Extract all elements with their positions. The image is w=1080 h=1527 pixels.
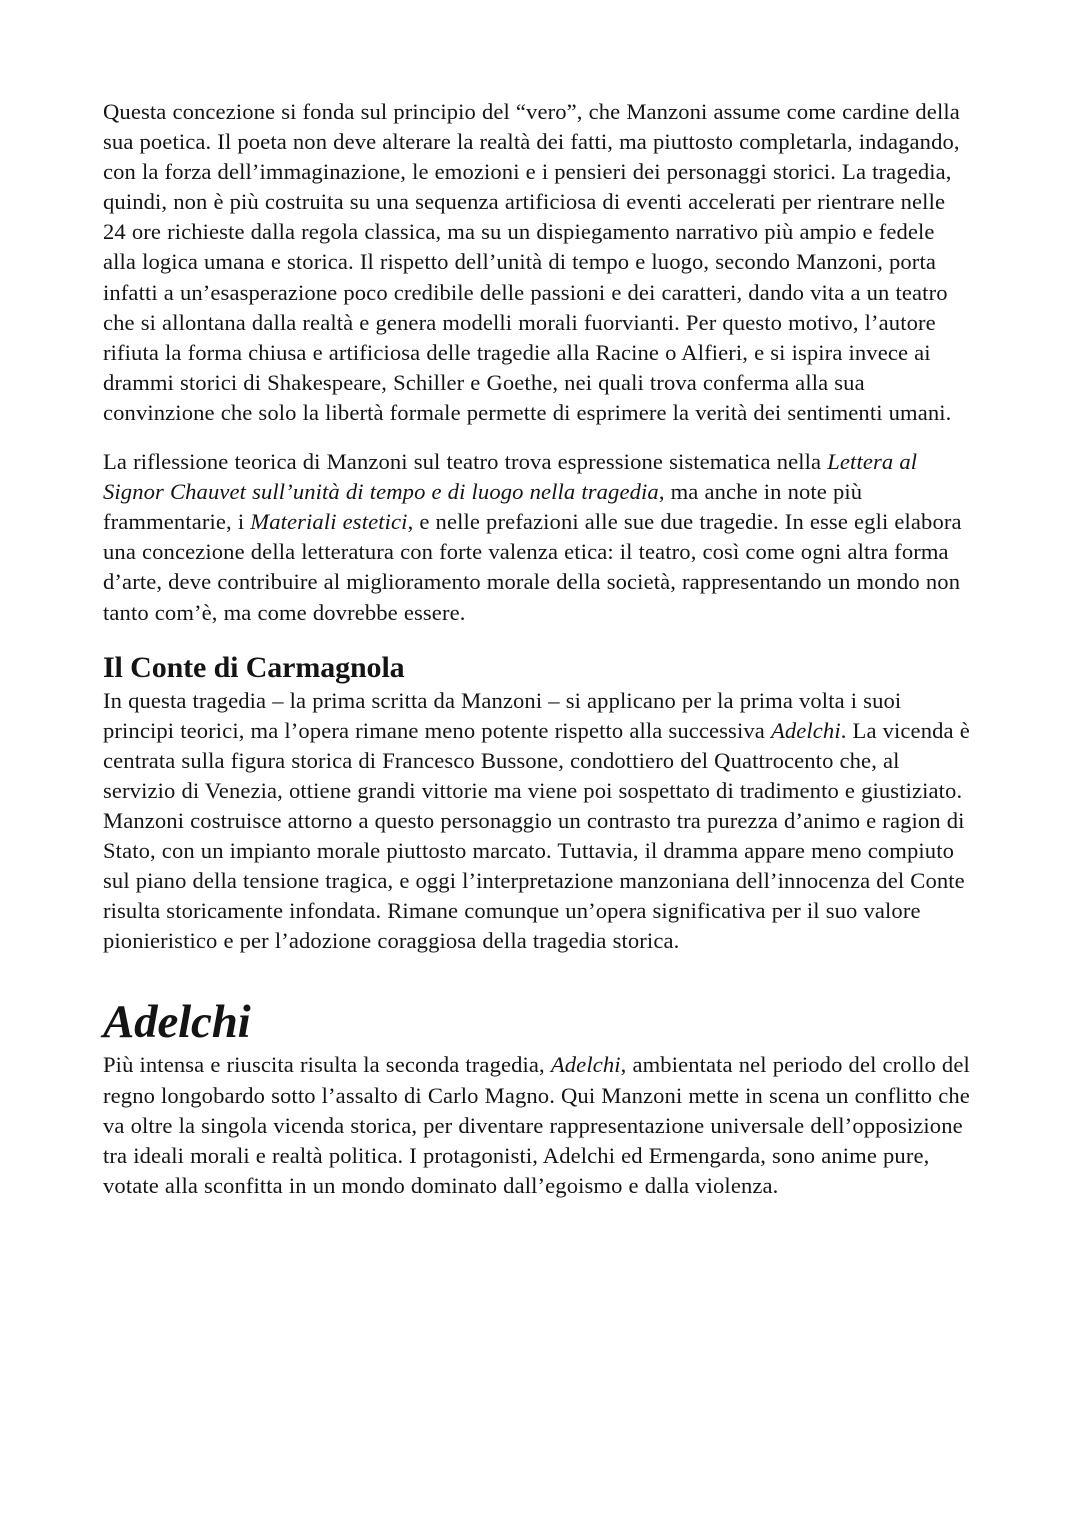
work-title-lettera-chauvet: Lettera al Signor Chauvet sull’unità di tempo e di luogo nella tragedia <box>103 449 918 505</box>
paragraph-text-part-a: La riflessione teorica di Manzoni sul teatro trova espressione sistematica nella <box>103 449 828 475</box>
paragraph-text-part-a: In questa tragedia – la prima scritta da Manzoni – si applicano per la prima volta i suoi principi teorici, ma l’opera rimane meno potente rispetto alla successiva <box>103 687 902 743</box>
paragraph-text-part-b: , ma anche in note più frammentarie, i <box>103 479 863 535</box>
text-column <box>103 97 971 1201</box>
work-title-adelchi-inline: Adelchi <box>770 717 841 743</box>
section-heading-il-conte-di-carmagnola: Il Conte di Carmagnola <box>103 650 405 684</box>
work-title-adelchi-inline-2: Adelchi <box>550 1052 621 1078</box>
paragraph-adelchi-body <box>103 1050 971 1200</box>
paragraph-text-part-b: . La vicenda è centrata sulla figura storica di Francesco Bussone, condottiero del Quattrocento che, al servizio di Venezia, ottiene grandi vittorie ma viene poi sospettato di tradimento e giustiziato. Manzoni costruisce attorno a questo personaggio un contrasto tra purezza d’animo e ragion di Stato, con un impianto morale piuttosto marcato. Tuttavia, il dramma appare meno compiuto sul piano della tensione tragica, e oggi l’interpretazione manzoniana dell’innocenza del Conte risulta storicamente infondata. Rimane comunque un’opera significativa per il suo valore pionieristico e per l’adozione coraggiosa della tragedia storica. <box>103 717 970 954</box>
section-heading-adelchi: Adelchi <box>103 996 251 1049</box>
paragraph-text-part-b: , ambientata nel periodo del crollo del regno longobardo sotto l’assalto di Carlo Magno. Qui Manzoni mette in scena un conflitto che va oltre la singola vicenda storica, per diventare rappresentazione universale dell’opposizione tra ideali morali e realtà politica. I protagonisti, Adelchi ed Ermengarda, sono anime pure, votate alla sconfitta in un mondo dominato dall’egoismo e dalla violenza. <box>103 1052 970 1198</box>
work-title-materiali-estetici: Materiali estetici <box>250 509 408 535</box>
paragraph-text: Questa concezione si fonda sul principio del “vero”, che Manzoni assume come cardine della sua poetica. Il poeta non deve alterare la realtà dei fatti, ma piuttosto completarla, indagando, con la forza dell’immaginazione, le emozioni e i pensieri dei personaggi storici. La tragedia, quindi, non è più costruita su una sequenza artificiosa di eventi accelerati per rientrare nelle 24 ore richieste dalla regola classica, ma su un dispiegamento narrativo più ampio e fedele alla logica umana e storica. Il rispetto dell’unità di tempo e luogo, secondo Manzoni, porta infatti a un’esasperazione poco credibile delle passioni e dei caratteri, dando vita a un teatro che si allontana dalla realtà e genera modelli morali fuorvianti. Per questo motivo, l’autore rifiuta la forma chiusa e artificiosa delle tragedie alla Racine o Alfieri, e si ispira invece ai drammi storici di Shakespeare, Schiller e Goethe, nei quali trova conferma alla sua convinzione che solo la libertà formale permette di esprimere la verità dei sentimenti umani. <box>103 99 960 425</box>
paragraph-text-part-c: , e nelle prefazioni alle sue due tragedie. In esse egli elabora una concezione della letteratura con forte valenza etica: il teatro, così come ogni altra forma d’arte, deve contribuire al miglioramento morale della società, rappresentando un mondo non tanto com’è, ma come dovrebbe essere. <box>103 509 962 625</box>
paragraph-carmagnola-body <box>103 686 971 957</box>
paragraph-riflessione-teorica <box>103 447 971 628</box>
paragraph-text-part-a: Più intensa e riuscita risulta la seconda tragedia, <box>103 1052 551 1078</box>
paragraph-vero-principio <box>103 97 971 428</box>
